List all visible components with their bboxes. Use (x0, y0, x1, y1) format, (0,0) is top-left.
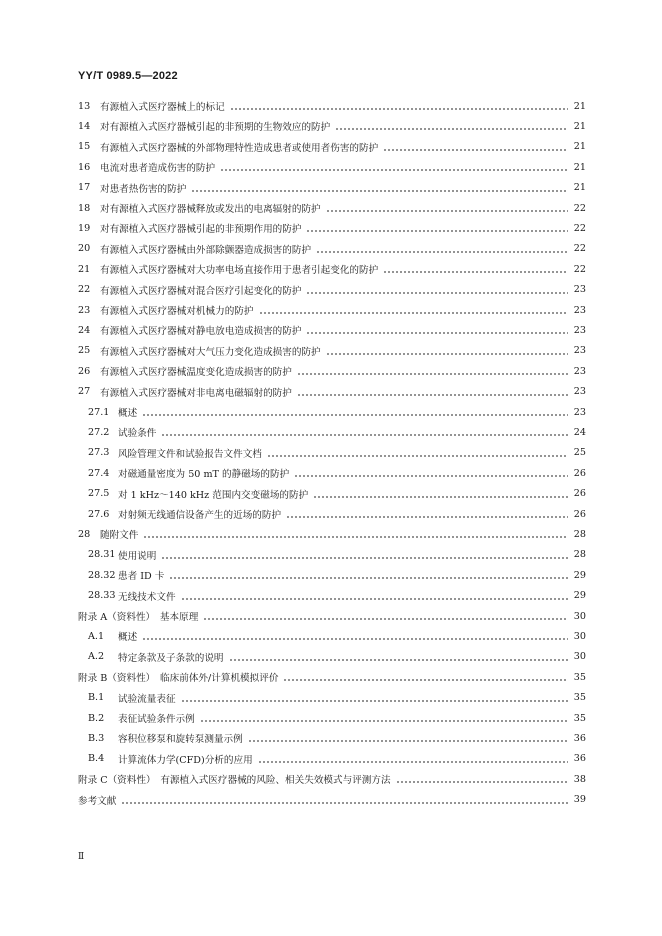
toc-entry-title: 电流对患者造成伤害的防护 (100, 163, 216, 175)
toc-entry[interactable] (88, 586, 586, 606)
toc-entry[interactable] (78, 361, 586, 381)
toc-entry-title: 参考文献 (78, 795, 117, 807)
toc-entry[interactable] (88, 626, 586, 646)
dot-leader (230, 96, 568, 116)
toc-entry[interactable] (88, 565, 586, 585)
toc-entry-page: 21 (573, 182, 586, 194)
toc-entry-title: 有源植入式医疗器械由外部除颤器造成损害的防护 (100, 244, 312, 256)
toc-entry-number: 24 (78, 324, 91, 336)
toc-entry-page: 26 (573, 467, 586, 479)
toc-entry-number: 27.1 (88, 406, 110, 418)
dot-leader (248, 728, 568, 748)
dot-leader (326, 198, 568, 218)
dot-leader (306, 280, 568, 300)
toc-entry-title: 概述 (118, 408, 138, 419)
dot-leader (294, 463, 568, 483)
toc-entry-page: 26 (573, 488, 586, 500)
toc-entry-number: 16 (78, 161, 91, 173)
toc-entry-title: 随附文件 (100, 530, 139, 542)
toc-entry-page: 23 (573, 365, 586, 377)
dot-leader (396, 769, 568, 789)
toc-entry-number: 27.6 (88, 508, 110, 520)
toc-entry-number: 23 (78, 304, 91, 316)
toc-entry-page: 22 (573, 202, 586, 214)
dot-leader (383, 137, 568, 157)
toc-entry[interactable] (88, 688, 586, 708)
toc-entry-number: 18 (78, 202, 91, 214)
toc-entry-number: 19 (78, 222, 91, 234)
toc-entry[interactable] (78, 259, 586, 279)
toc-entry-number: 25 (78, 345, 91, 357)
toc-entry-page: 21 (573, 161, 586, 173)
toc-entry[interactable] (78, 137, 586, 157)
dot-leader (161, 545, 568, 565)
toc-entry[interactable] (78, 382, 586, 402)
dot-leader (169, 565, 568, 585)
toc-entry-number: B.1 (88, 692, 105, 704)
toc-entry-page: 23 (573, 284, 586, 296)
toc-entry-title: 对磁通量密度为 50 mT 的静磁场的防护 (118, 469, 290, 481)
dot-leader (286, 504, 568, 524)
toc-entry[interactable] (88, 545, 586, 565)
toc-entry[interactable] (78, 157, 586, 177)
toc-entry[interactable] (78, 239, 586, 259)
toc-entry-title: 对射频无线通信设备产生的近场的防护 (118, 510, 282, 521)
toc-entry-number: B.3 (88, 732, 105, 744)
toc-entry-title: 患者 ID 卡 (118, 571, 165, 583)
toc-entry-title: 有源植入式医疗器械对大气压力变化造成损害的防护 (100, 346, 321, 358)
dot-leader (229, 647, 568, 667)
toc-entry-page: 24 (573, 426, 586, 438)
toc-entry[interactable] (78, 198, 586, 218)
toc-entry-page: 36 (573, 753, 586, 765)
toc-entry-page: 26 (573, 508, 586, 520)
toc-entry-number: A.1 (88, 630, 105, 642)
dot-leader (161, 422, 568, 442)
toc-entry[interactable] (78, 341, 586, 361)
toc-entry-title: 有源植入式医疗器械的外部物理特性造成患者或使用者伤害的防护 (100, 142, 379, 154)
toc-entry[interactable] (88, 647, 586, 667)
dot-leader (220, 157, 568, 177)
toc-entry-title: 对患者热伤害的防护 (100, 183, 187, 195)
toc-entry-title: 附录 B（资料性） 临床前体外/计算机模拟评价 (78, 673, 279, 685)
toc-entry[interactable] (78, 524, 586, 544)
toc-entry-number: 28.33 (88, 590, 116, 602)
dot-leader (142, 402, 568, 422)
toc-entry-number: 27.5 (88, 488, 110, 500)
toc-entry-page: 29 (573, 590, 586, 602)
dot-leader (297, 361, 568, 381)
toc-entry-number: 21 (78, 263, 91, 275)
toc-entry-number: 28 (78, 528, 91, 540)
toc-entry-page: 36 (573, 732, 586, 744)
toc-entry-page: 38 (573, 773, 586, 785)
dot-leader (297, 382, 568, 402)
toc-entry[interactable] (78, 280, 586, 300)
dot-leader (142, 626, 568, 646)
toc-entry-title: 有源植入式医疗器械上的标记 (100, 102, 225, 113)
toc-entry[interactable] (78, 606, 586, 626)
toc-entry-page: 21 (573, 141, 586, 153)
toc-entry-title: 使用说明 (118, 550, 157, 562)
toc-entry-title: 概述 (118, 632, 138, 644)
dot-leader (143, 524, 568, 544)
dot-leader (306, 218, 568, 238)
toc-entry-number: 26 (78, 365, 91, 377)
toc-entry[interactable] (88, 749, 586, 769)
toc-entry-page: 35 (573, 692, 586, 704)
toc-entry-title: 对 1 kHz～140 kHz 范围内交变磁场的防护 (118, 489, 309, 501)
dot-leader (181, 688, 568, 708)
toc-entry-page: 28 (573, 549, 586, 561)
toc-entry-page: 22 (573, 222, 586, 234)
toc-entry-title: 表征试验条件示例 (118, 714, 195, 725)
toc-entry-number: 27.2 (88, 426, 110, 438)
toc-entry[interactable] (88, 422, 586, 442)
dot-leader (267, 443, 568, 463)
toc-entry[interactable] (78, 96, 586, 116)
toc-entry-page: 25 (573, 447, 586, 459)
dot-leader (383, 259, 568, 279)
toc-entry-title: 计算流体力学(CFD)分析的应用 (118, 754, 253, 766)
toc-entry-title: 试验条件 (118, 428, 157, 440)
toc-entry[interactable] (78, 116, 586, 136)
toc-entry-number: B.4 (88, 753, 105, 765)
dot-leader (181, 586, 568, 606)
toc-entry-number: 27.4 (88, 467, 110, 479)
toc-entry-number: 17 (78, 182, 91, 194)
toc-entry-page: 23 (573, 406, 586, 418)
toc-entry-title: 有源植入式医疗器械温度变化造成损害的防护 (100, 367, 292, 379)
toc-entry-title: 有源植入式医疗器械对静电放电造成损害的防护 (100, 326, 302, 338)
toc-entry-number: 15 (78, 141, 91, 153)
toc-entry-page: 35 (573, 671, 586, 683)
dot-leader (326, 341, 568, 361)
toc-entry-number: 20 (78, 243, 91, 255)
dot-leader (191, 178, 568, 198)
toc-entry[interactable] (88, 504, 586, 524)
toc-entry[interactable] (78, 300, 586, 320)
toc-entry-title: 对有源植入式医疗器械引起的非预期的生物效应的防护 (100, 122, 331, 134)
toc-entry-number: 13 (78, 100, 91, 112)
toc-entry-page: 39 (573, 794, 586, 806)
toc-entry-title: 对有源植入式医疗器械释放或发出的电离辐射的防护 (100, 204, 321, 215)
toc-entry-page: 23 (573, 386, 586, 398)
toc-entry-title: 风险管理文件和试验报告文件文档 (118, 448, 262, 460)
dot-leader (306, 320, 568, 340)
toc-entry[interactable] (88, 463, 586, 483)
toc-entry-number: 27.3 (88, 447, 110, 459)
toc-entry-title: 附录 C（资料性） 有源植入式医疗器械的风险、相关失效模式与评测方法 (78, 775, 391, 787)
toc-entry-number: 22 (78, 284, 91, 296)
toc-entry-page: 22 (573, 243, 586, 255)
toc-entry-number: 28.32 (88, 569, 116, 581)
toc-entry[interactable] (88, 443, 586, 463)
dot-leader (259, 300, 569, 320)
dot-leader (200, 708, 568, 728)
page-number-footer: Ⅱ (78, 852, 85, 862)
toc-entry[interactable] (78, 667, 586, 687)
toc-entry-number: 28.31 (88, 549, 116, 561)
toc-entry-page: 23 (573, 345, 586, 357)
toc-entry-page: 28 (573, 528, 586, 540)
dot-leader (258, 749, 568, 769)
toc-entry-title: 容积位移泵和旋转泵测量示例 (118, 734, 243, 746)
toc-entry[interactable] (88, 708, 586, 728)
dot-leader (335, 116, 568, 136)
toc-entry-title: 有源植入式医疗器械对机械力的防护 (100, 306, 254, 317)
toc-entry-title: 有源植入式医疗器械对混合医疗引起变化的防护 (100, 285, 302, 297)
toc-entry-number: B.2 (88, 712, 105, 724)
dot-leader (316, 239, 568, 259)
toc-entry-page: 23 (573, 324, 586, 336)
toc-entry-title: 有源植入式医疗器械对非电离电磁辐射的防护 (100, 387, 292, 399)
toc-entry-page: 29 (573, 569, 586, 581)
toc-entry-page: 30 (573, 651, 586, 663)
dot-leader (203, 606, 568, 626)
toc-entry[interactable] (78, 320, 586, 340)
toc-entry-title: 试验流量表征 (118, 693, 176, 705)
dot-leader (313, 484, 568, 504)
toc-entry[interactable] (78, 790, 586, 810)
toc-entry-page: 22 (573, 263, 586, 275)
toc-entry-title: 特定条款及子条款的说明 (118, 652, 224, 664)
toc-entry[interactable] (88, 728, 586, 748)
toc-entry-number: A.2 (88, 651, 105, 663)
toc-entry[interactable] (78, 178, 586, 198)
standard-number-header: YY/T 0989.5—2022 (78, 70, 178, 82)
toc-entry-page: 35 (573, 712, 586, 724)
toc-entry-number: 27 (78, 386, 91, 398)
toc-entry-page: 21 (573, 120, 586, 132)
toc-entry[interactable] (88, 484, 586, 504)
toc-entry-title: 无线技术文件 (118, 591, 176, 603)
toc-entry-page: 21 (573, 100, 586, 112)
toc-entry[interactable] (88, 402, 586, 422)
toc-entry-title: 对有源植入式医疗器械引起的非预期作用的防护 (100, 224, 302, 236)
toc-entry-title: 附录 A（资料性） 基本原理 (78, 612, 199, 623)
toc-entry[interactable] (78, 218, 586, 238)
toc-entry-title: 有源植入式医疗器械对大功率电场直接作用于患者引起变化的防护 (100, 265, 379, 277)
dot-leader (283, 667, 568, 687)
dot-leader (121, 790, 568, 810)
toc-entry[interactable] (78, 769, 586, 789)
toc-entry-page: 30 (573, 630, 586, 642)
toc-entry-page: 23 (573, 304, 586, 316)
toc-entry-page: 30 (573, 610, 586, 622)
toc-entry-number: 14 (78, 120, 91, 132)
